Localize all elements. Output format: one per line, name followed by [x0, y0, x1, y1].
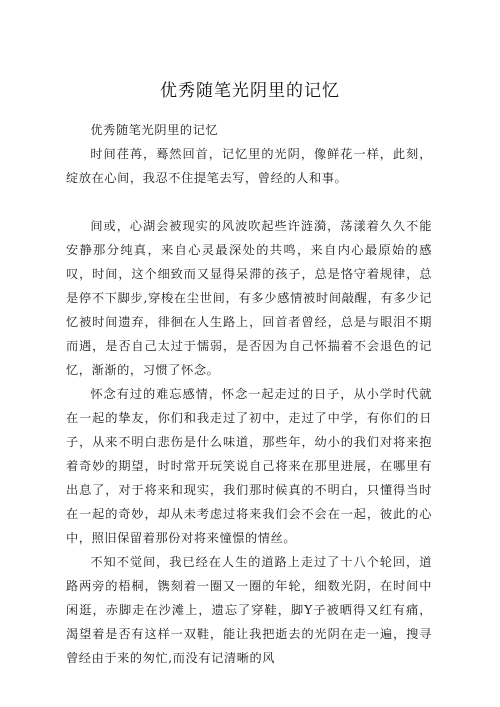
paragraph-1: 时间荏苒，蓦然回首，记忆里的光阴，像鲜花一样，此刻，绽放在心间，我忍不住提笔去写，曾经的人和事。 — [66, 147, 432, 185]
paragraph-3: 怀念有过的难忘感情，怀念一起走过的日子，从小学时代就在一起的挚友，你们和我走过了初中，走过了中学，有你们的日子，从来不明白悲伤是什么味道，那些年，幼小的我们对将来抱着奇妙的期望，时时常开玩笑说自己将来在那里进展，在哪里有出息了，对于将来和现实，我们那时候真的不明白，只懂得当时在一起的奇妙，却从未考虑过将来我们会不会在一起，彼此的心中，照旧保留着那份对将来憧憬的情丝。 — [66, 387, 432, 545]
document-subtitle: 优秀随笔光阴里的记忆 — [90, 123, 219, 137]
document-title: 优秀随笔光阴里的记忆 — [160, 81, 340, 101]
paragraph-4: 不知不觉间，我已经在人生的道路上走过了十八个轮回，道路两旁的梧桐，镌刻着一圈又一圈的年轮，细数光阴，在时间中闲逛，赤脚走在沙滩上，遗忘了穿鞋，脚Y子被晒得又红有痛，渴望着是否有这样一双鞋，能让我把逝去的光阴在走一遍，搜寻曾经由于来的匆忙,而没有记清晰的风 — [66, 555, 432, 665]
document-body — [66, 118, 432, 670]
paragraph-2: 间或，心湖会被现实的风波吹起些许涟漪，荡漾着久久不能安静那分纯真，来自心灵最深处的共鸣，来自内心最原始的感叹，时间，这个细致而又显得呆滞的孩子，总是恪守着规律，总是停不下脚步,穿梭在尘世间，有多少感情被时间敲醒，有多少记忆被时间遗弃，徘徊在人生路上，回首者曾经，总是与眼泪不期而遇，是否自己太过于懦弱，是否因为自己怀揣着不会退色的记忆，渐渐的，习惯了怀念。 — [66, 219, 432, 377]
